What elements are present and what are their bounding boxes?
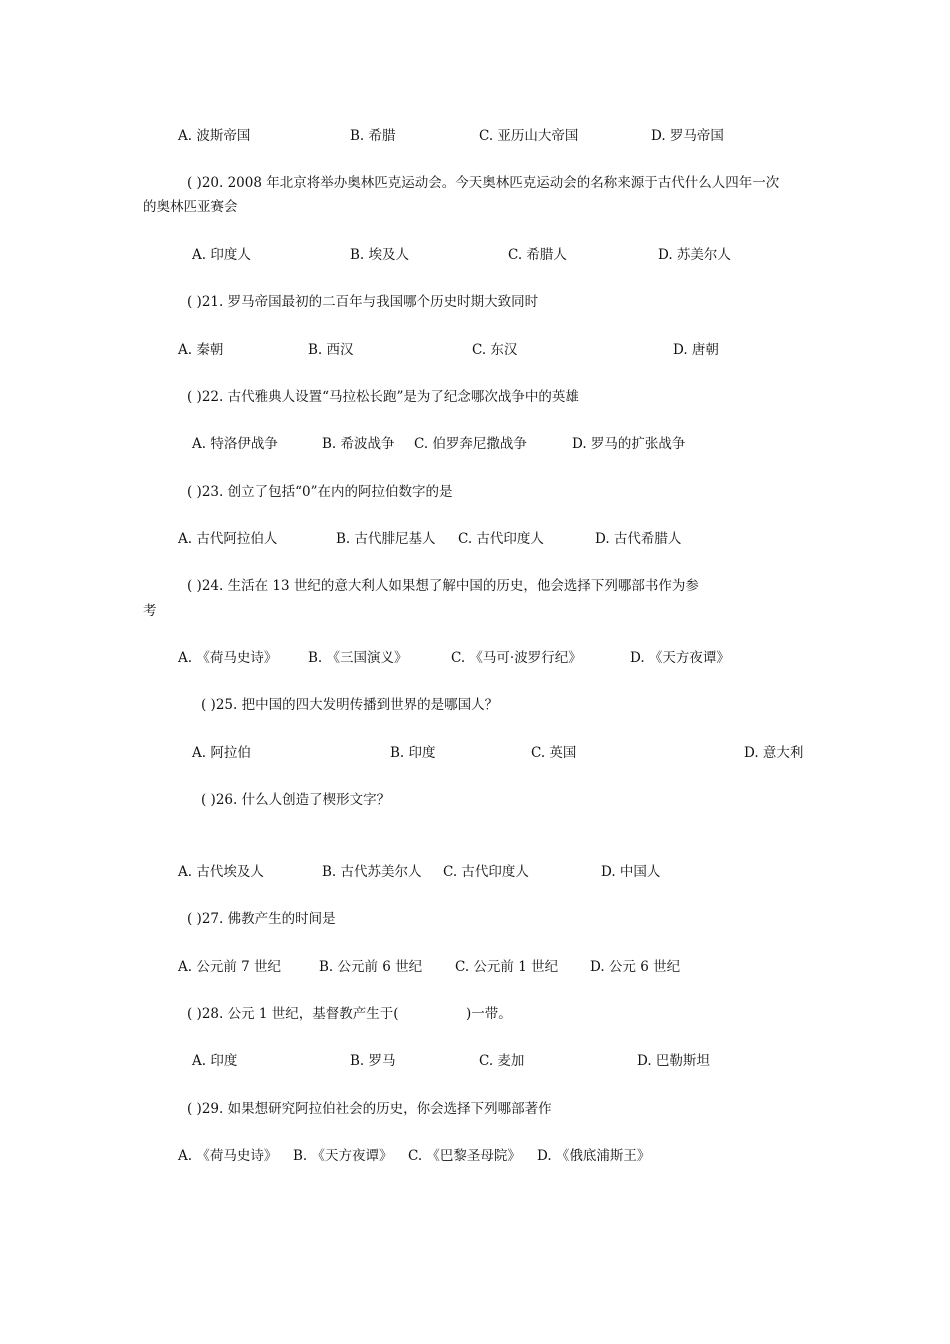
q20-option-d: D. 苏美尔人 [658,247,731,263]
q22-option-c: C. 伯罗奔尼撒战争 [414,436,527,452]
q21-option-a: A. 秦朝 [178,342,224,358]
q26-option-a: A. 古代埃及人 [178,864,264,880]
q24-option-b: B. 《三国演义》 [308,650,408,666]
q23-option-a: A. 古代阿拉伯人 [178,531,278,547]
q25-stem: ( )25. 把中国的四大发明传播到世界的是哪国人？ [201,697,499,713]
q27-stem: ( )27. 佛教产生的时间是 [187,911,336,927]
q27-option-d: D. 公元 6 世纪 [590,959,681,975]
q20-stem-line2: 的奥林匹亚赛会 [143,199,238,215]
q23-option-b: B. 古代腓尼基人 [336,531,436,547]
q29-stem: ( )29. 如果想研究阿拉伯社会的历史，你会选择下列哪部著作 [187,1101,552,1117]
q26-option-b: B. 古代苏美尔人 [322,864,422,880]
q29-option-b: B. 《天方夜谭》 [293,1148,393,1164]
q19-option-c: C. 亚历山大帝国 [479,128,579,144]
q27-option-b: B. 公元前 6 世纪 [319,959,423,975]
q24-option-c: C. 《马可·波罗行纪》 [451,650,582,666]
q20-option-b: B. 埃及人 [350,247,410,263]
q25-option-a: A. 阿拉伯 [192,745,251,761]
q28-option-d: D. 巴勒斯坦 [637,1053,710,1069]
q24-option-d: D. 《天方夜谭》 [630,650,730,666]
q20-option-a: A. 印度人 [192,247,251,263]
q25-option-b: B. 印度 [390,745,436,761]
q21-option-b: B. 西汉 [308,342,354,358]
q25-option-d: D. 意大利 [744,745,804,761]
q28-stem: ( )28. 公元 1 世纪，基督教产生于( )一带。 [187,1006,512,1022]
q29-option-d: D. 《俄底浦斯王》 [537,1148,651,1164]
q24-option-a: A. 《荷马史诗》 [178,650,278,666]
q19-option-d: D. 罗马帝国 [651,128,724,144]
q28-option-c: C. 麦加 [479,1053,525,1069]
q26-stem: ( )26. 什么人创造了楔形文字？ [201,792,391,808]
q20-option-c: C. 希腊人 [508,247,567,263]
q27-option-c: C. 公元前 1 世纪 [455,959,559,975]
q28-option-a: A. 印度 [192,1053,238,1069]
q21-option-c: C. 东汉 [472,342,518,358]
q25-option-c: C. 英国 [531,745,577,761]
q22-stem: ( )22. 古代雅典人设置“马拉松长跑”是为了纪念哪次战争中的英雄 [187,389,579,405]
q19-option-b: B. 希腊 [350,128,396,144]
q23-stem: ( )23. 创立了包括“0”在内的阿拉伯数字的是 [187,484,453,500]
q22-option-b: B. 希波战争 [322,436,395,452]
q29-option-a: A. 《荷马史诗》 [178,1148,278,1164]
q21-option-d: D. 唐朝 [673,342,719,358]
q23-option-c: C. 古代印度人 [458,531,544,547]
q20-stem-line1: ( )20. 2008 年北京将举办奥林匹克运动会。今天奥林匹克运动会的名称来源于古代什么人四年一次 [187,175,780,191]
q26-option-c: C. 古代印度人 [443,864,529,880]
q24-stem-line1: ( )24. 生活在 13 世纪的意大利人如果想了解中国的历史，他会选择下列哪部书作为参 [187,578,699,594]
q22-option-d: D. 罗马的扩张战争 [572,436,686,452]
q19-option-a: A. 波斯帝国 [178,128,251,144]
q28-option-b: B. 罗马 [350,1053,396,1069]
q26-option-d: D. 中国人 [601,864,661,880]
q29-option-c: C. 《巴黎圣母院》 [408,1148,521,1164]
q22-option-a: A. 特洛伊战争 [192,436,278,452]
q21-stem: ( )21. 罗马帝国最初的二百年与我国哪个历史时期大致同时 [187,294,539,310]
q24-stem-line2: 考 [143,603,157,619]
q23-option-d: D. 古代希腊人 [595,531,682,547]
q27-option-a: A. 公元前 7 世纪 [178,959,282,975]
